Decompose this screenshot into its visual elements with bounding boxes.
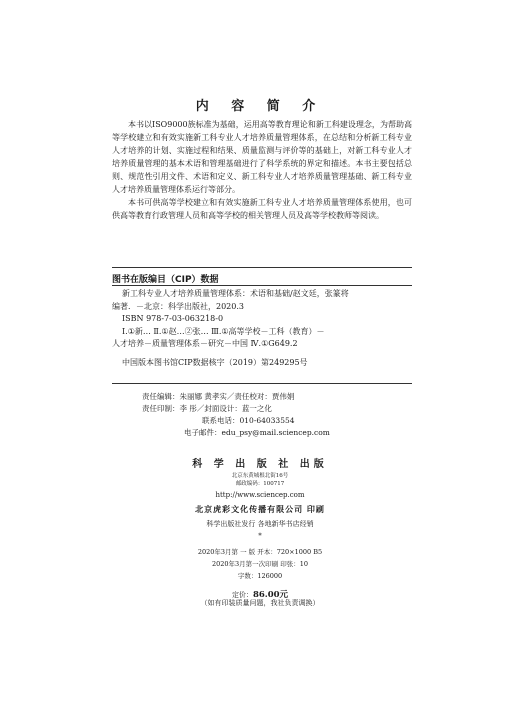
page-title: 内 容 简 介 — [195, 99, 325, 114]
publisher-website: http://www.sciencep.com — [215, 491, 305, 499]
content-summary — [112, 118, 412, 222]
credits-block — [112, 391, 412, 439]
publisher-address: 北京东黄城根北街16号 — [231, 473, 289, 479]
editors-line: 责任编辑：朱丽娜 黄孝实／责任校对：贾伟娟 — [142, 392, 295, 401]
divider-credits — [112, 383, 412, 384]
word-count: 字数：126000 — [237, 572, 283, 580]
edition-line: 2020年3月第 一 版 开本：720×1000 B5 — [197, 548, 323, 556]
quality-notice: （如有印装质量问题，我社负责调换） — [200, 599, 320, 607]
phone-line: 联系电话：010-64033554 — [202, 416, 295, 425]
cip-line: Ⅰ.①新… Ⅱ.①赵…②张… Ⅲ.①高等学校－工科（教育）－ — [122, 326, 325, 336]
printing-line: 2020年3月第一次印刷 印张：10 — [211, 560, 308, 568]
divider-top — [112, 267, 412, 268]
cip-line: 新工科专业人才培养质量管理体系：术语和基础/赵文廷，张篆将 — [122, 289, 349, 298]
cip-heading: 图书在版编目（CIP）数据 — [112, 275, 219, 285]
cip-data — [112, 288, 412, 369]
cip-isbn: ISBN 978-7-03-063218-0 — [122, 314, 224, 323]
dot-separator: * — [258, 532, 262, 540]
print-line: 责任印制：李 彤／封面设计：蓝一之化 — [142, 404, 272, 413]
cip-line: 编著．－北京：科学出版社，2020.3 — [112, 301, 244, 311]
distribution-line: 科学出版社发行 各地新华书店经销 — [206, 520, 314, 528]
publisher-name: 科 学 出 版 社 出版 — [192, 459, 328, 470]
divider-cip — [112, 285, 412, 286]
price-value: 86.00元 — [252, 590, 289, 600]
cip-record-number: 中国版本图书馆CIP数据核字（2019）第249295号 — [122, 357, 308, 367]
cip-line: 人才培养－质量管理体系－研究－中国 Ⅳ.①G649.2 — [112, 339, 298, 348]
printer-name: 北京虎彩文化传播有限公司 印刷 — [195, 505, 325, 514]
summary-paragraph-2: 本书可供高等学校建立和有效实施新工科专业人才培养质量管理体系使用，也可供高等教育行政管理人员和高等学校的相关管理人员及高等学校教师等阅读。 — [112, 198, 412, 220]
price-label: 定价： — [231, 591, 253, 599]
publisher-postcode: 邮政编码：100717 — [235, 481, 285, 487]
summary-paragraph-1: 本书以ISO9000族标准为基础，运用高等教育理论和新工科建设理念，为帮助高等学校建立和有效实施新工科专业人才培养质量管理体系，在总结和分析新工科专业人才培养的计划、实施过程和结果、质量监测与评价等的基础上，对新工科专业人才培养质量管理的基本术语和管理基础进行了科学系统的界定和描述。本书主要包括总则、规范性引用文件、术语和定义、新工科专业人才培养质量管理基础、新工科专业人才培养质量管理体系运行等部分。 — [112, 120, 412, 194]
email-line: 电子邮件：edu_psy@mail.sciencep.com — [184, 428, 330, 437]
